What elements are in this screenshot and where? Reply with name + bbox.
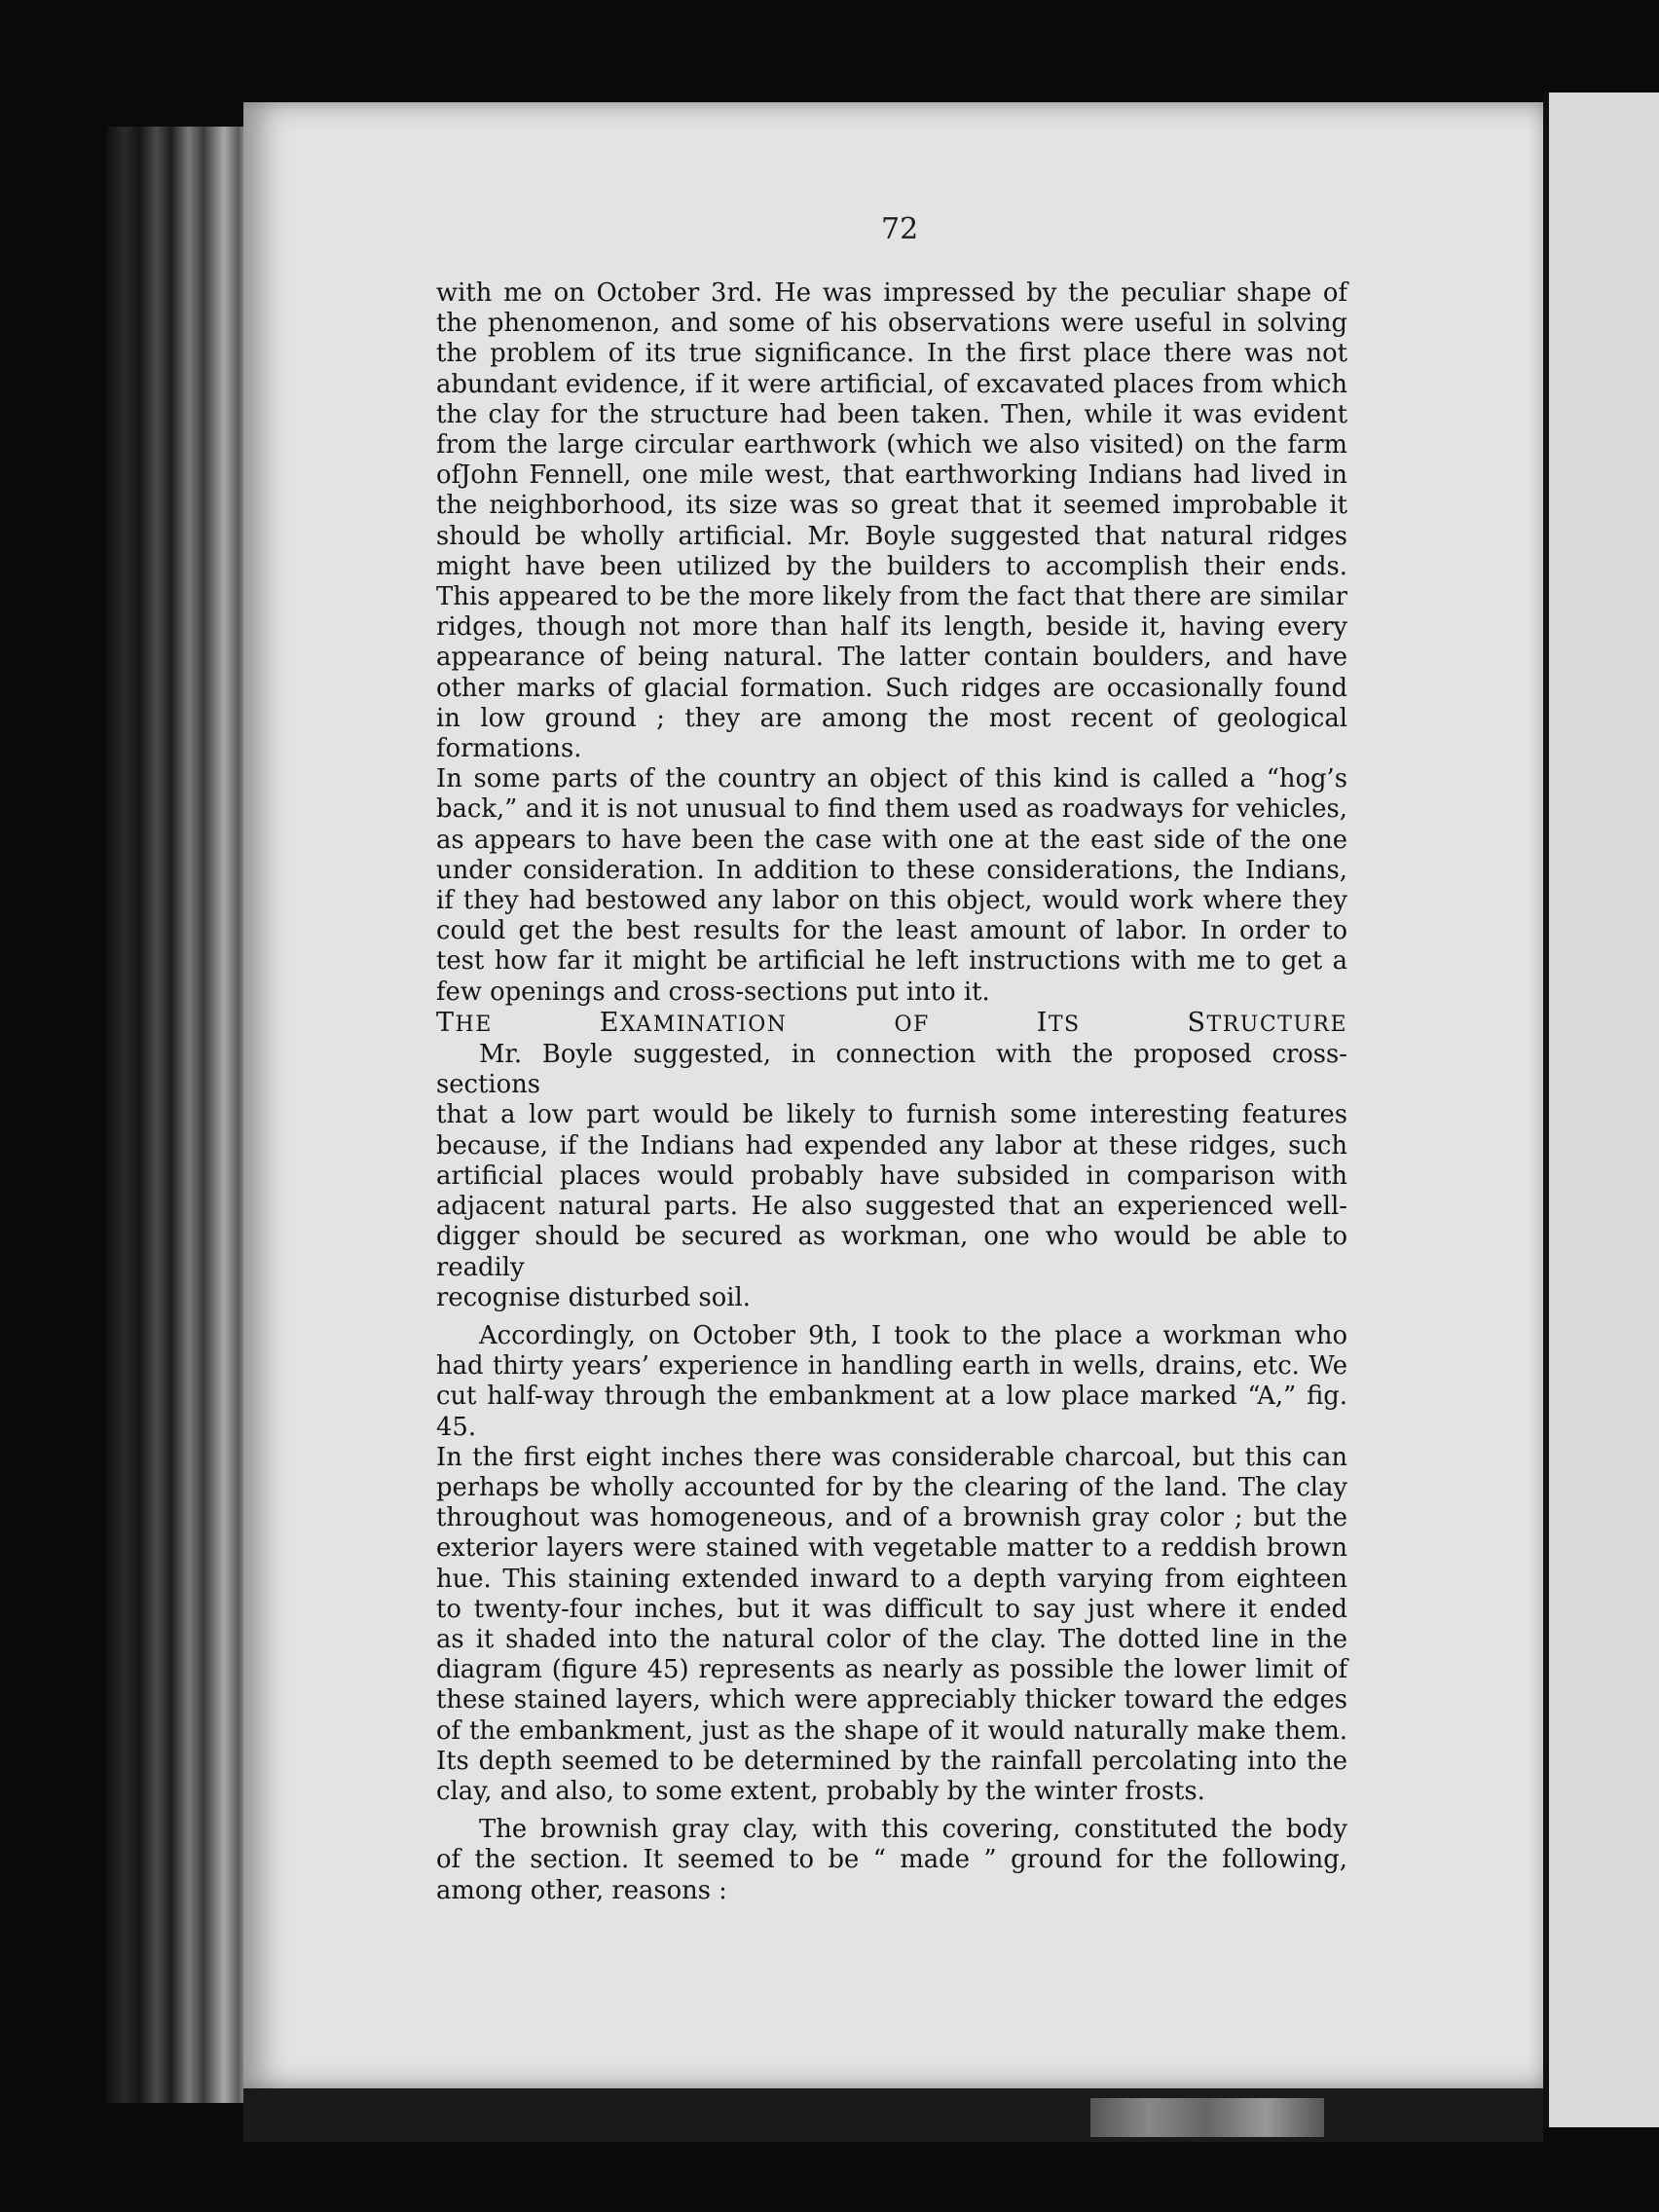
text-line: The brownish gray clay, with this covering, constituted the body <box>479 1815 1347 1845</box>
text-line: under consideration. In addition to these considerations, the Indians, <box>436 855 1347 885</box>
text-line: digger should be secured as workman, one who would be able to readily <box>436 1222 1347 1282</box>
text-line: from the large circular earthwork (which we also visited) on the farm <box>436 430 1347 461</box>
text-line: ridges, though not more than half its length, beside it, having every <box>436 612 1347 643</box>
text-line: because, if the Indians had expended any labor at these ridges, such <box>436 1130 1347 1161</box>
page-number: 72 <box>881 212 919 246</box>
text-line: diagram (figure 45) represents as nearly as possible the lower limit of <box>436 1655 1347 1685</box>
facing-page-edge <box>1543 92 1659 2127</box>
text-line: In some parts of the country an object of this kind is called a “hog’s <box>436 764 1347 794</box>
text-line: among other, reasons : <box>436 1875 727 1905</box>
text-line: Its depth seemed to be determined by the rainfall percolating into the <box>436 1746 1347 1776</box>
text-line: of the embankment, just as the shape of it would naturally make them. <box>436 1715 1347 1746</box>
text-line: appearance of being natural. The latter contain boulders, and have <box>436 643 1347 673</box>
text-line: to twenty-four inches, but it was difficult to say just where it ended <box>436 1594 1347 1624</box>
text-line: back,” and it is not unusual to find them used as roadways for vehicles, <box>436 794 1347 825</box>
paragraph-1 <box>436 278 1347 1008</box>
text-line: clay, and also, to some extent, probably by the winter frosts. <box>436 1776 1205 1806</box>
text-line: might have been utilized by the builders to accomplish their ends. <box>436 551 1347 581</box>
text-line: as it shaded into the natural color of the clay. The dotted line in the <box>436 1624 1347 1654</box>
text-line: cut half-way through the embankment at a low place marked “A,” fig. 45. <box>436 1382 1347 1442</box>
scan-label <box>1090 2098 1324 2137</box>
text-line: throughout was homogeneous, and of a brownish gray color ; but the <box>436 1503 1347 1533</box>
text-line: these stained layers, which were appreciably thicker toward the edges <box>436 1685 1347 1715</box>
text-line: if they had bestowed any labor on this object, would work where they <box>436 886 1347 916</box>
section-heading: THE EXAMINATION OF ITS STRUCTURE <box>436 1007 1347 1038</box>
text-line: recognise disturbed soil. <box>436 1282 751 1312</box>
text-line: had thirty years’ experience in handling earth in wells, drains, etc. We <box>436 1351 1347 1382</box>
text-line: adjacent natural parts. He also suggested that an experienced well- <box>436 1192 1347 1222</box>
text-line: in low ground ; they are among the most recent of geological formations. <box>436 703 1347 764</box>
text-line: the clay for the structure had been taken. Then, while it was evident <box>436 399 1347 429</box>
text-line: perhaps be wholly accounted for by the clearing of the land. The clay <box>436 1472 1347 1502</box>
text-line: ofJohn Fennell, one mile west, that earthworking Indians had lived in <box>436 461 1347 491</box>
text-line: should be wholly artificial. Mr. Boyle suggested that natural ridges <box>436 521 1347 551</box>
text-line: exterior layers were stained with vegetable matter to a reddish brown <box>436 1533 1347 1564</box>
book-edge <box>107 127 253 2103</box>
text-line: the phenomenon, and some of his observations were useful in solving <box>436 309 1347 339</box>
text-line: other marks of glacial formation. Such ridges are occasionally found <box>436 673 1347 703</box>
paragraph-4 <box>436 1815 1347 1906</box>
body-text <box>436 278 1347 1906</box>
text-line: the neighborhood, its size was so great that it seemed improbable it <box>436 491 1347 521</box>
text-line: abundant evidence, if it were artificial, of excavated places from which <box>436 369 1347 399</box>
text-line: as appears to have been the case with one at the east side of the one <box>436 825 1347 855</box>
text-line: test how far it might be artificial he left instructions with me to get a <box>436 946 1347 977</box>
text-line: that a low part would be likely to furnish some interesting features <box>436 1100 1347 1130</box>
text-line: the problem of its true significance. In the first place there was not <box>436 339 1347 369</box>
text-line: with me on October 3rd. He was impressed by the peculiar shape of <box>436 278 1347 308</box>
paragraph-3 <box>436 1321 1347 1807</box>
text-line: In the first eight inches there was considerable charcoal, but this can <box>436 1442 1347 1472</box>
text-line: Accordingly, on October 9th, I took to the place a workman who <box>479 1320 1347 1350</box>
text-line: Mr. Boyle suggested, in connection with the proposed cross-sections <box>436 1040 1347 1100</box>
paragraph-2 <box>436 1040 1347 1313</box>
text-line: artificial places would probably have subsided in comparison with <box>436 1161 1347 1191</box>
text-line: few openings and cross-sections put into it. <box>436 977 990 1007</box>
text-line: hue. This staining extended inward to a depth varying from eighteen <box>436 1564 1347 1594</box>
text-line: This appeared to be the more likely from the fact that there are similar <box>436 582 1347 612</box>
text-line: of the section. It seemed to be “ made ” ground for the following, <box>436 1845 1347 1875</box>
text-line: could get the best results for the least amount of labor. In order to <box>436 916 1347 946</box>
bottom-band <box>243 2088 1543 2142</box>
